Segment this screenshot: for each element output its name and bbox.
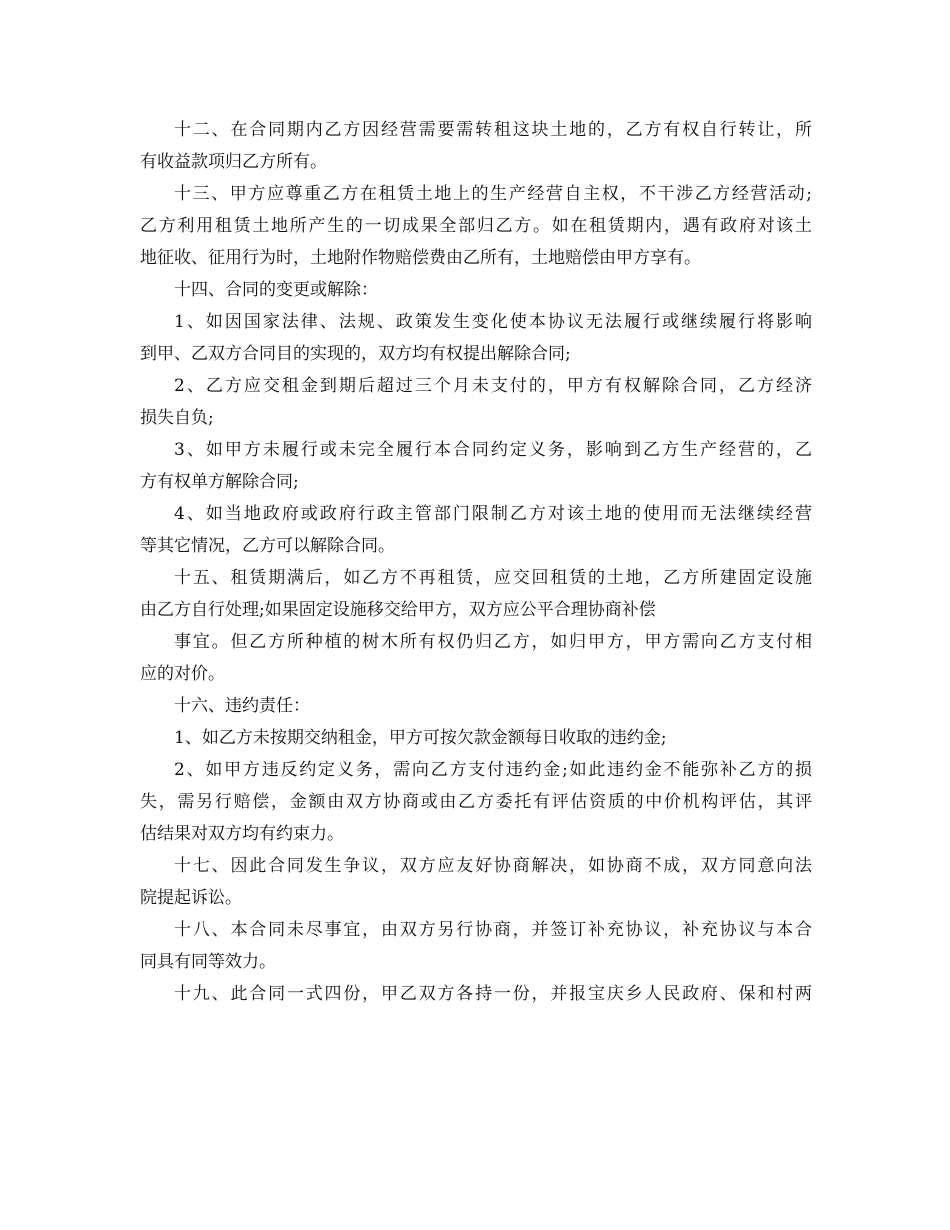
document-text-line: 方有权单方解除合同; (140, 472, 299, 492)
document-text-line: 十四、合同的变更或解除： (174, 280, 378, 300)
document-text-line: 事宜。但乙方所种植的树木所有权仍归乙方，如归甲方，甲方需向乙方支付相 (174, 632, 812, 652)
document-text-line: 3、如甲方未履行或未完全履行本合同约定义务，影响到乙方生产经营的，乙 (174, 440, 812, 460)
document-text-line: 同具有同等效力。 (140, 952, 276, 972)
document-text-line: 有收益款项归乙方所有。 (140, 152, 327, 172)
document-text-line: 十二、在合同期内乙方因经营需要需转租这块土地的，乙方有权自行转让，所 (174, 120, 812, 140)
document-text-line: 估结果对双方均有约束力。 (140, 824, 344, 844)
document-text-line: 十九、此合同一式四份，甲乙双方各持一份，并报宝庆乡人民政府、保和村两 (174, 984, 812, 1004)
document-text-line: 1、如因国家法律、法规、政策发生变化使本协议无法履行或继续履行将影响 (174, 312, 812, 332)
document-text-line: 乙方利用租赁土地所产生的一切成果全部归乙方。如在租赁期内，遇有政府对该土 (140, 216, 812, 236)
document-text-line: 等其它情况，乙方可以解除合同。 (140, 536, 395, 556)
document-text-line: 损失自负; (140, 408, 214, 428)
document-text-line: 十六、违约责任： (174, 696, 310, 716)
document-text-line: 应的对价。 (140, 664, 225, 684)
document-text-line: 4、如当地政府或政府行政主管部门限制乙方对该土地的使用而无法继续经营 (174, 504, 812, 524)
document-text-line: 十八、本合同未尽事宜，由双方另行协商，并签订补充协议，补充协议与本合 (174, 920, 812, 940)
document-body (140, 114, 812, 1010)
document-text-line: 院提起诉讼。 (140, 888, 242, 908)
document-text-line: 十五、租赁期满后，如乙方不再租赁，应交回租赁的土地，乙方所建固定设施 (174, 568, 812, 588)
document-text-line: 十三、甲方应尊重乙方在租赁土地上的生产经营自主权，不干涉乙方经营活动; (174, 184, 812, 204)
document-text-line: 1、如乙方未按期交纳租金，甲方可按欠款金额每日收取的违约金; (174, 728, 667, 748)
document-text-line: 十七、因此合同发生争议，双方应友好协商解决，如协商不成，双方同意向法 (174, 856, 812, 876)
document-text-line: 地征收、征用行为时，土地附作物赔偿费由乙所有，土地赔偿由甲方享有。 (140, 248, 701, 268)
document-text-line: 2、乙方应交租金到期后超过三个月未支付的，甲方有权解除合同，乙方经济 (174, 376, 812, 396)
document-text-line: 由乙方自行处理;如果固定设施移交给甲方，双方应公平合理协商补偿 (140, 600, 656, 620)
document-text-line: 到甲、乙双方合同目的实现的，双方均有权提出解除合同; (140, 344, 571, 364)
document-text-line: 2、如甲方违反约定义务，需向乙方支付违约金;如此违约金不能弥补乙方的损 (174, 760, 812, 780)
document-text-line: 失，需另行赔偿，金额由双方协商或由乙方委托有评估资质的中价机构评估，其评 (140, 792, 812, 812)
